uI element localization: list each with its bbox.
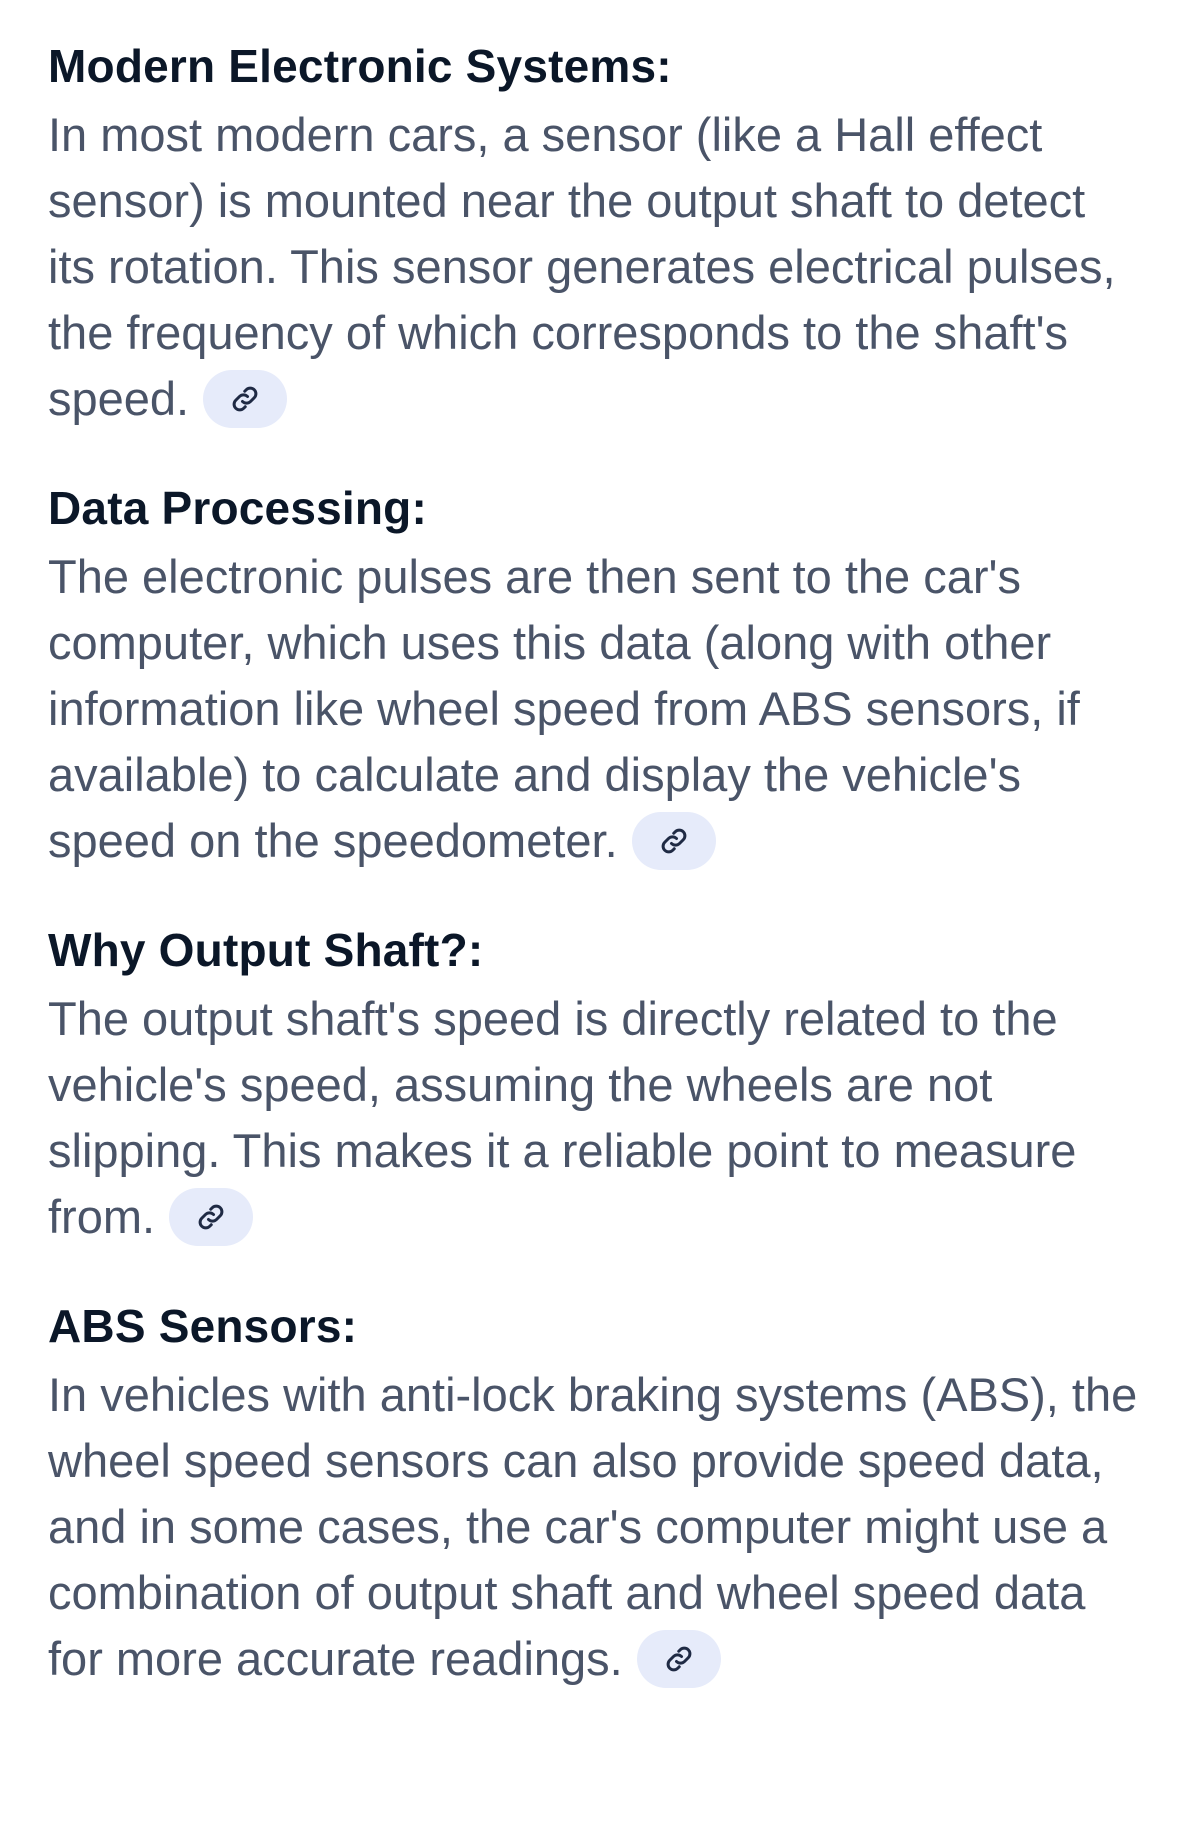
link-icon	[230, 384, 260, 414]
link-icon	[659, 826, 689, 856]
section-heading: ABS Sensors:	[48, 1300, 358, 1352]
section-why-output-shaft	[48, 920, 1142, 1250]
link-icon	[196, 1202, 226, 1232]
section-heading: Modern Electronic Systems:	[48, 40, 672, 92]
section-abs-sensors	[48, 1296, 1142, 1692]
section-body	[48, 102, 1142, 432]
source-link-button[interactable]	[637, 1630, 721, 1688]
section-heading: Why Output Shaft?:	[48, 924, 484, 976]
source-link-button[interactable]	[169, 1188, 253, 1246]
source-link-button[interactable]	[632, 812, 716, 870]
section-body-text: In vehicles with anti-lock braking systems (ABS), the wheel speed sensors can also provide speed data, and in some cases, the car's computer might use a combination of output shaft and wheel speed data for more accurate readings.	[48, 1368, 1138, 1685]
section-modern-electronic-systems	[48, 36, 1142, 432]
section-heading: Data Processing:	[48, 482, 427, 534]
section-body-text: In most modern cars, a sensor (like a Hall effect sensor) is mounted near the output shaft to detect its rotation. This sensor generates electrical pulses, the frequency of which corresponds to the shaft's speed.	[48, 108, 1116, 425]
section-body	[48, 544, 1142, 874]
link-icon	[664, 1644, 694, 1674]
section-body	[48, 986, 1142, 1250]
section-body-text: The electronic pulses are then sent to the car's computer, which uses this data (along with other information like wheel speed from ABS sensors, if available) to calculate and display the vehicle's speed on the speedometer.	[48, 550, 1080, 867]
section-body-text: The output shaft's speed is directly related to the vehicle's speed, assuming the wheels are not slipping. This makes it a reliable point to measure from.	[48, 992, 1077, 1243]
source-link-button[interactable]	[203, 370, 287, 428]
section-body	[48, 1362, 1142, 1692]
section-data-processing	[48, 478, 1142, 874]
